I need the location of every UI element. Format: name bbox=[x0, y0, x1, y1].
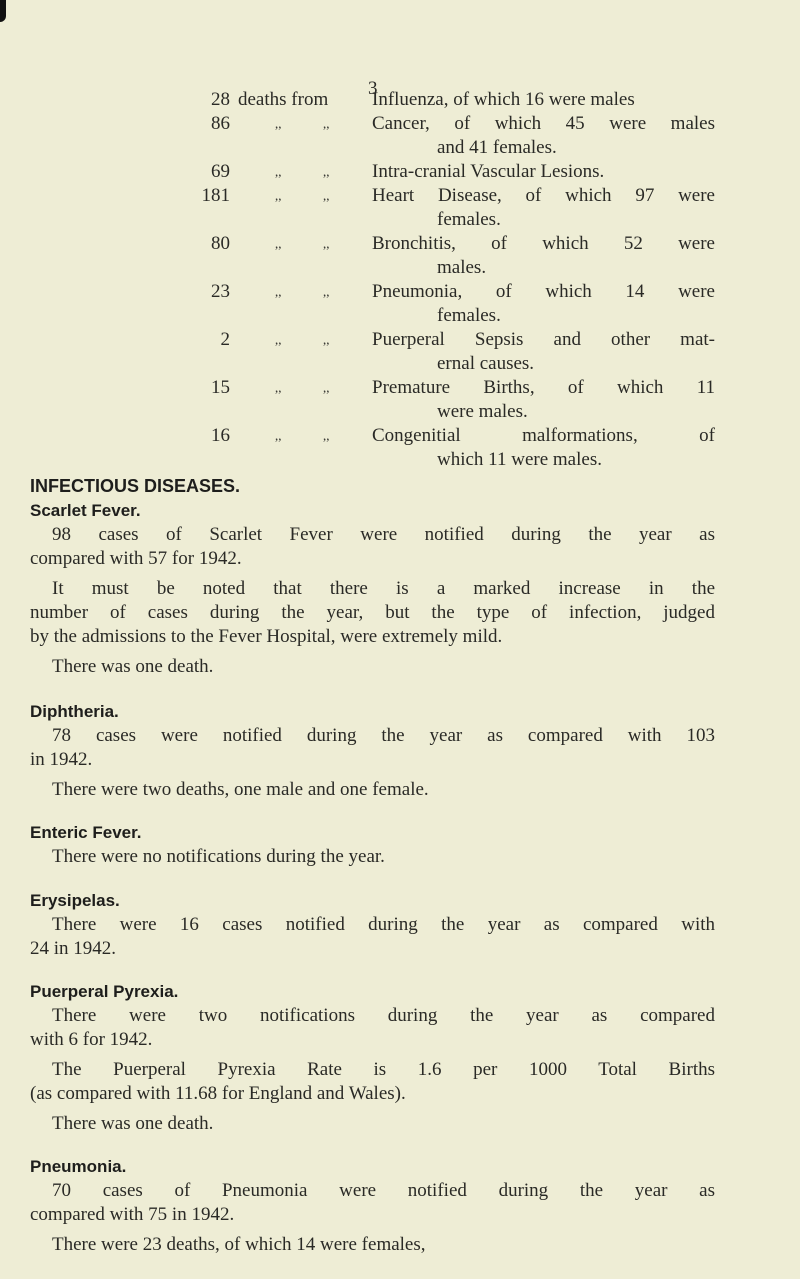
table-row-continuation bbox=[0, 448, 800, 472]
section-heading: INFECTIOUS DISEASES. bbox=[30, 476, 241, 496]
table-row-continuation bbox=[0, 304, 800, 328]
scan-artifact bbox=[0, 0, 6, 22]
deaths-from-label: deaths from bbox=[238, 89, 329, 110]
death-count: 69 bbox=[211, 161, 230, 182]
ditto-mark: ,, bbox=[275, 284, 282, 299]
paragraph-line: with 6 for 1942. bbox=[30, 1029, 153, 1050]
ditto-mark: ,, bbox=[275, 332, 282, 347]
death-count: 23 bbox=[211, 281, 230, 302]
cause-description: Heart Disease, of which 97 were bbox=[372, 185, 715, 206]
ditto-mark: ,, bbox=[323, 188, 330, 203]
ditto-mark: ,, bbox=[323, 116, 330, 131]
paragraph-line: There were two deaths, one male and one female. bbox=[52, 779, 429, 800]
cause-description-continued: females. bbox=[437, 209, 501, 230]
ditto-mark: ,, bbox=[323, 236, 330, 251]
death-count: 15 bbox=[211, 377, 230, 398]
table-row-continuation bbox=[0, 256, 800, 280]
paragraph-line: There was one death. bbox=[52, 656, 214, 677]
section-subheading: Enteric Fever. bbox=[30, 823, 142, 842]
section-subheading: Diphtheria. bbox=[30, 702, 119, 721]
paragraph-line: 98 cases of Scarlet Fever were notified during the year as bbox=[52, 524, 715, 545]
table-row bbox=[0, 232, 800, 256]
paragraph-line: compared with 57 for 1942. bbox=[30, 548, 242, 569]
cause-description: Cancer, of which 45 were males bbox=[372, 113, 715, 134]
cause-description: Bronchitis, of which 52 were bbox=[372, 233, 715, 254]
paragraph-line: number of cases during the year, but the type of infection, judged bbox=[30, 602, 715, 623]
ditto-mark: ,, bbox=[323, 284, 330, 299]
cause-description-continued: and 41 females. bbox=[437, 137, 557, 158]
paragraph-line: There were 23 deaths, of which 14 were females, bbox=[52, 1234, 426, 1255]
ditto-mark: ,, bbox=[275, 164, 282, 179]
cause-description-continued: which 11 were males. bbox=[437, 449, 602, 470]
table-row-continuation bbox=[0, 400, 800, 424]
cause-description-continued: females. bbox=[437, 305, 501, 326]
paragraph-line: 24 in 1942. bbox=[30, 938, 117, 959]
section-subheading: Puerperal Pyrexia. bbox=[30, 982, 179, 1001]
paragraph-line: There were 16 cases notified during the year as compared with bbox=[52, 914, 715, 935]
cause-description: Congenitial malformations, of bbox=[372, 425, 715, 446]
paragraph-line: compared with 75 in 1942. bbox=[30, 1204, 235, 1225]
cause-description: Puerperal Sepsis and other mat- bbox=[372, 329, 715, 350]
cause-description: Influenza, of which 16 were males bbox=[372, 89, 635, 110]
ditto-mark: ,, bbox=[323, 380, 330, 395]
cause-description-continued: were males. bbox=[437, 401, 528, 422]
death-count: 2 bbox=[220, 329, 230, 350]
table-row bbox=[0, 424, 800, 448]
cause-description: Premature Births, of which 11 bbox=[372, 377, 715, 398]
paragraph-line: by the admissions to the Fever Hospital, were extremely mild. bbox=[30, 626, 503, 647]
paragraph-line: (as compared with 11.68 for England and Wales). bbox=[30, 1083, 406, 1104]
death-count: 181 bbox=[201, 185, 230, 206]
paragraph-line: 78 cases were notified during the year as compared with 103 bbox=[52, 725, 715, 746]
death-count: 16 bbox=[211, 425, 230, 446]
ditto-mark: ,, bbox=[275, 236, 282, 251]
cause-description-continued: ernal causes. bbox=[437, 353, 535, 374]
table-row bbox=[0, 376, 800, 400]
table-row-continuation bbox=[0, 136, 800, 160]
section-subheading: Erysipelas. bbox=[30, 891, 120, 910]
cause-description: Pneumonia, of which 14 were bbox=[372, 281, 715, 302]
cause-description-continued: males. bbox=[437, 257, 487, 278]
paragraph-line: 70 cases of Pneumonia were notified during the year as bbox=[52, 1180, 715, 1201]
ditto-mark: ,, bbox=[275, 116, 282, 131]
table-row-continuation bbox=[0, 352, 800, 376]
table-row bbox=[0, 88, 800, 112]
table-row bbox=[0, 184, 800, 208]
table-row bbox=[0, 328, 800, 352]
ditto-mark: ,, bbox=[275, 188, 282, 203]
ditto-mark: ,, bbox=[323, 332, 330, 347]
death-count: 28 bbox=[211, 89, 230, 110]
ditto-mark: ,, bbox=[275, 428, 282, 443]
paragraph-line: in 1942. bbox=[30, 749, 93, 770]
death-count: 86 bbox=[211, 113, 230, 134]
table-row bbox=[0, 280, 800, 304]
paragraph-line: It must be noted that there is a marked increase in the bbox=[52, 578, 715, 599]
ditto-mark: ,, bbox=[323, 164, 330, 179]
paragraph-line: There were no notifications during the year. bbox=[52, 846, 385, 867]
table-row-continuation bbox=[0, 208, 800, 232]
table-row bbox=[0, 112, 800, 136]
paragraph-line: There was one death. bbox=[52, 1113, 214, 1134]
ditto-mark: ,, bbox=[323, 428, 330, 443]
paragraph-line: There were two notifications during the year as compared bbox=[52, 1005, 715, 1026]
page-number: 3 bbox=[368, 78, 378, 99]
section-subheading: Scarlet Fever. bbox=[30, 501, 141, 520]
table-row bbox=[0, 160, 800, 184]
death-count: 80 bbox=[211, 233, 230, 254]
section-subheading: Pneumonia. bbox=[30, 1157, 127, 1176]
ditto-mark: ,, bbox=[275, 380, 282, 395]
paragraph-line: The Puerperal Pyrexia Rate is 1.6 per 1000 Total Births bbox=[52, 1059, 715, 1080]
cause-description: Intra-cranial Vascular Lesions. bbox=[372, 161, 605, 182]
